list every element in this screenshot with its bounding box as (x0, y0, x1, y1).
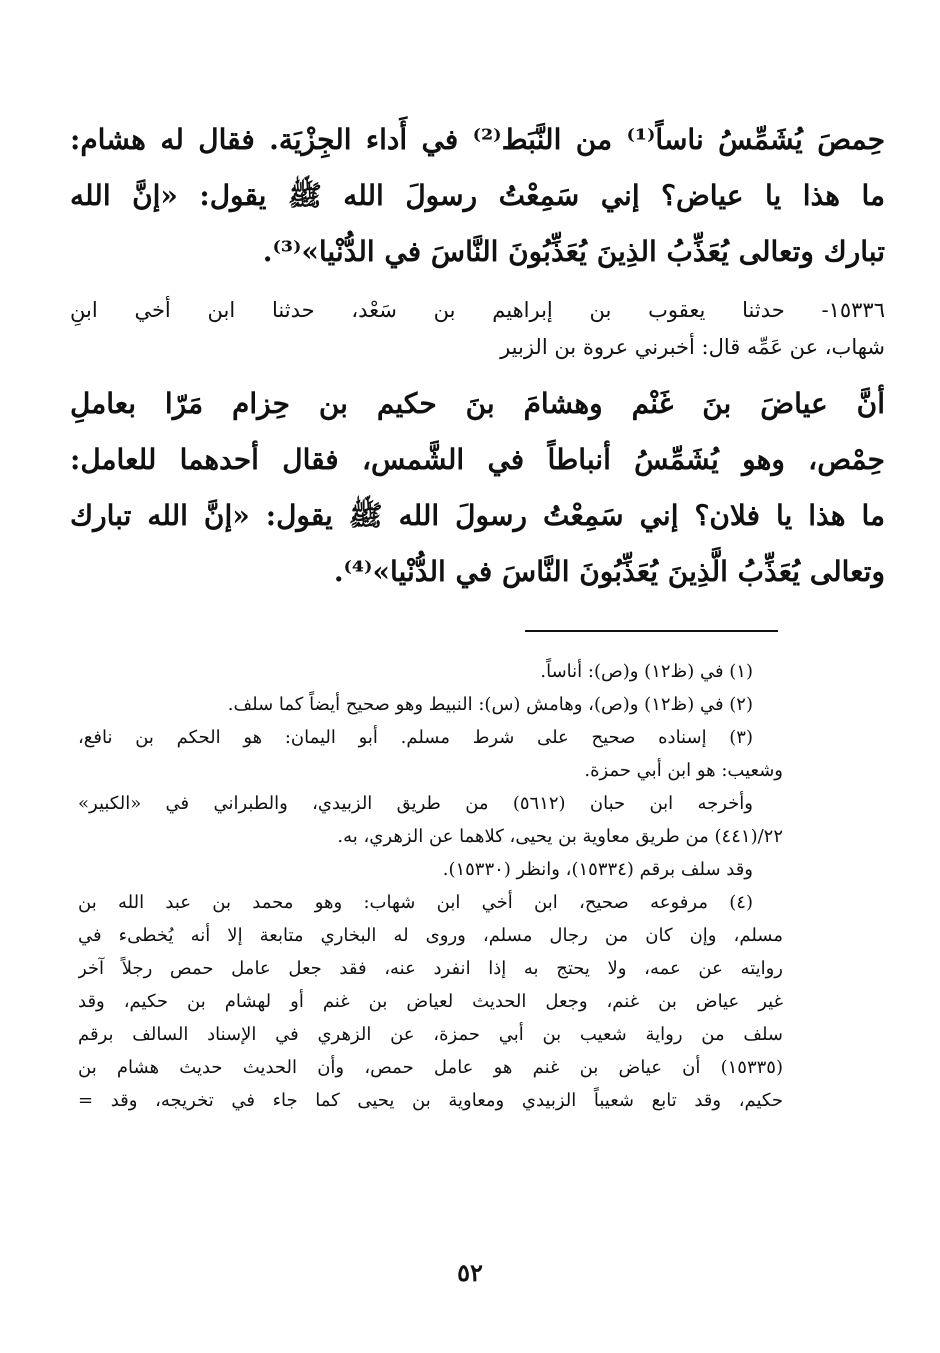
text-line: شهاب، عن عَمِّه قال: أخبرني عروة بن الزبير (500, 335, 885, 359)
main-text (70, 112, 885, 600)
footnote-line: (٢) في (ظ١٢) و(ص)، وهامش (س): النبيط وهو صحيح أيضاً كما سلف. (227, 694, 753, 715)
page-number: ٥٢ (457, 1258, 483, 1287)
hadith-isnad (70, 292, 885, 366)
hadith-text-continuation (70, 112, 885, 280)
hadith-matn (70, 376, 885, 600)
footnote-line: (١) في (ظ١٢) و(ص): أناساً. (540, 661, 753, 682)
footnote-line: سلف من رواية شعيب بن أبي حمزة، عن الزهري في الإسناد السالف برقم (78, 1024, 783, 1045)
footnote-line: (٣) إسناده صحيح على شرط مسلم. أبو اليمان: هو الحكم بن نافع، (78, 727, 753, 748)
footnote-line: روايته عن عمه، ولا يحتج به إذا انفرد عنه، فقد جعل عامل حمص رجلاً آخر (78, 958, 783, 979)
footnote-separator (525, 630, 778, 632)
text-line: ما هذا يا عياض؟ إني سَمِعْتُ رسولَ الله ﷺ يقول: «إنَّ الله (70, 179, 885, 212)
text-line: ما هذا يا فلان؟ إني سَمِعْتُ رسولَ الله ﷺ يقول: «إنَّ الله تبارك (70, 499, 885, 532)
footnotes (78, 655, 783, 1117)
footnote-line: وشعيب: هو ابن أبي حمزة. (584, 760, 783, 781)
footnote-line: غير عياض بن غنم، وجعل الحديث لعياض بن غنم أو لهشام بن حكيم، وقد (78, 991, 783, 1012)
text-line: حِمصَ يُشَمِّسُ ناساً⁽¹⁾ من النَّبَط⁽²⁾ في أَداء الجِزْيَة. فقال له هشام: (70, 123, 885, 156)
footnote-line: وقد سلف برقم (١٥٣٣٤)، وانظر (١٥٣٣٠). (442, 859, 753, 880)
text-line: تبارك وتعالى يُعَذِّبُ الذِينَ يُعَذِّبُونَ النَّاسَ في الدُّنْيا»⁽³⁾. (262, 235, 885, 268)
footnote-line: (١٥٣٣٥) أن عياض بن غنم هو عامل حمص، وأن الحديث حديث هشام بن (78, 1057, 783, 1078)
footnote-line: (٤) مرفوعه صحيح، ابن أخي ابن شهاب: وهو محمد بن عبد الله بن (78, 892, 753, 913)
text-line: ١٥٣٣٦- حدثنا يعقوب بن إبراهيم بن سَعْد، حدثنا ابن أخي ابنِ (70, 298, 885, 322)
footnote-line: وأخرجه ابن حبان (٥٦١٢) من طريق الزبيدي، والطبراني في «الكبير» (78, 793, 753, 814)
footnote-line: مسلم، وإن كان من رجال مسلم، وروى له البخاري متابعة إلا أنه يُخطىء في (78, 925, 783, 946)
footnote-line: حكيم، وقد تابع شعيباً الزبيدي ومعاوية بن يحيى كما جاء في تخريجه، وقد = (78, 1090, 783, 1111)
text-line: وتعالى يُعَذِّبُ الَّذِينَ يُعَذِّبُونَ النَّاسَ في الدُّنْيا»⁽⁴⁾. (333, 555, 885, 588)
text-line: حِمْص، وهو يُشَمِّسُ أنباطاً في الشَّمس، فقال أحدهما للعامل: (70, 443, 885, 476)
footnote-line: ٢٢/(٤٤١) من طريق معاوية بن يحيى، كلاهما عن الزهري، به. (337, 826, 783, 847)
text-line: أنَّ عياضَ بنَ غَنْم وهشامَ بنَ حكيم بن حِزام مَرّا بعاملِ (70, 387, 885, 420)
